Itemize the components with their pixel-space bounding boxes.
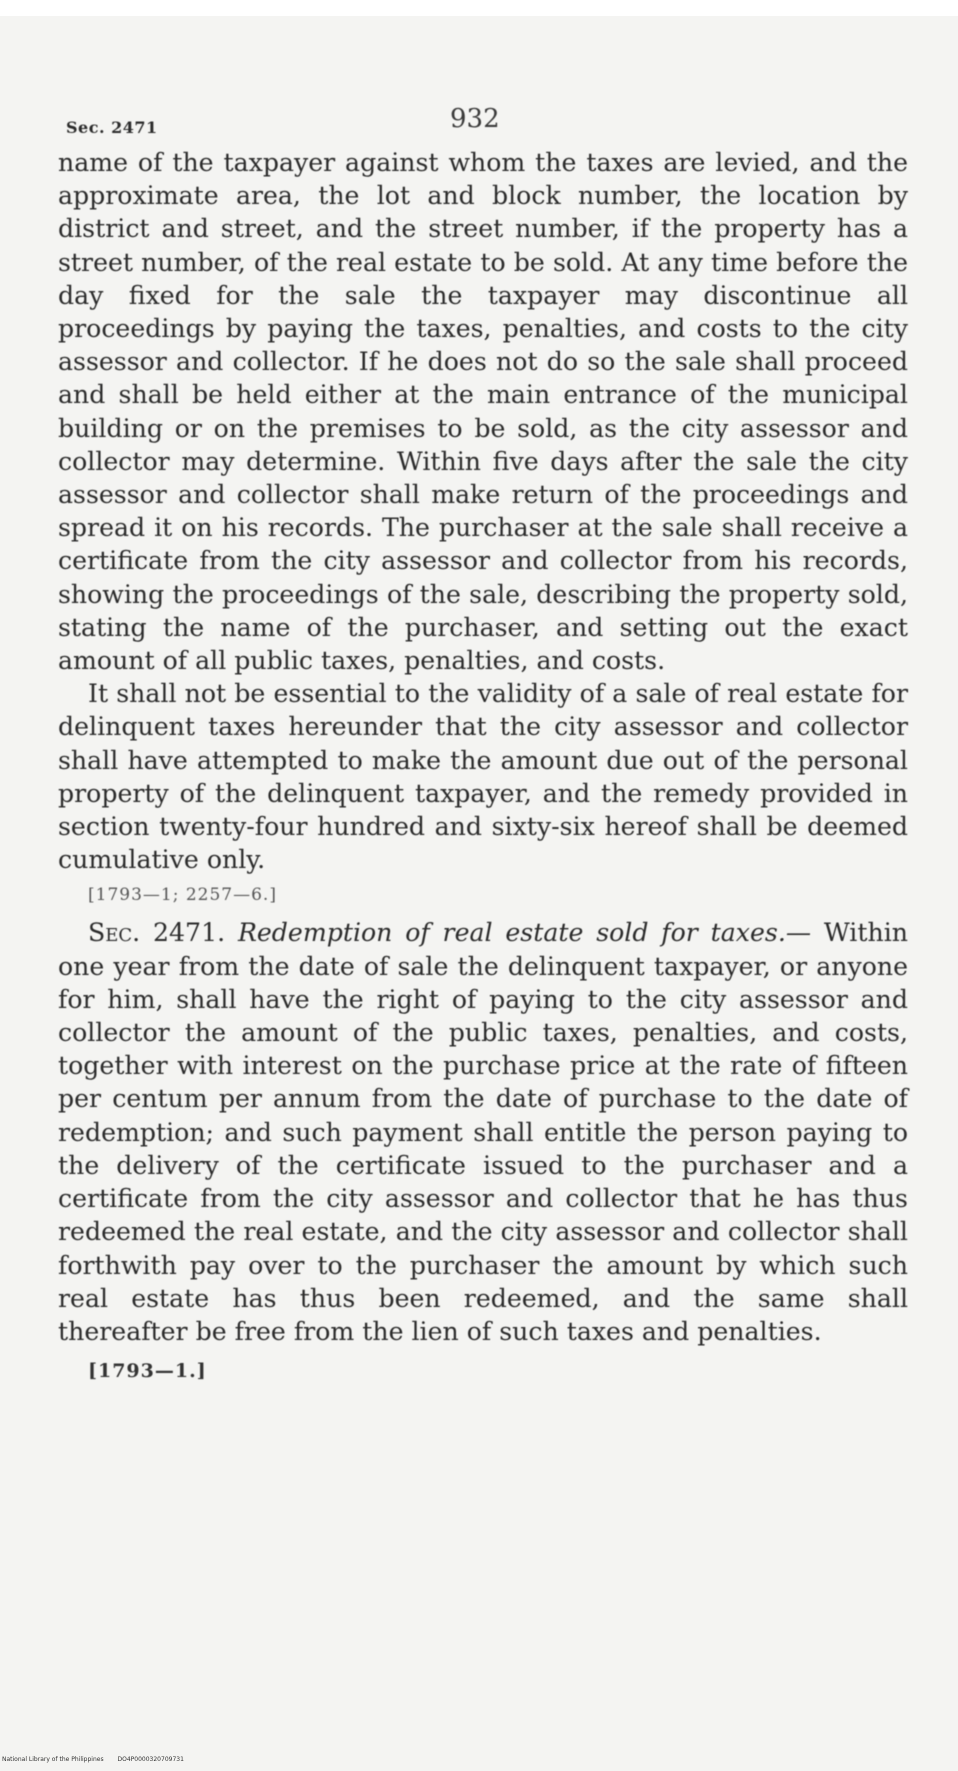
section-catchline: Redemption of real estate sold for taxes.— xyxy=(237,918,812,948)
library-credit: National Library of the Philippines xyxy=(2,1756,104,1763)
paragraph-validity: It shall not be essential to the validity of a sale of real estate for delinquent taxes hereunder that the city assessor and collector shall have attempted to make the amount due out of the personal property of the delinquent taxpayer, and the remedy provided in section twenty-four hundred and sixty-six hereof shall be deemed cumulative only. xyxy=(58,679,908,875)
section-label: Sec. 2471. xyxy=(88,918,226,948)
running-head xyxy=(58,96,908,146)
scan-edge xyxy=(0,0,958,16)
section-text: Within one year from the date of sale the delinquent taxpayer, or anyone for him, shall have the right of paying to the city assessor and collector the amount of the public taxes, penalties, and costs, together with interest on the purchase price at the rate of fifteen per centum per annum from the date of purchase to the date of redemption; and such payment shall entitle the person paying to the delivery of the certificate issued to the purchaser and a certificate from the city assessor and collector that he has thus redeemed the real estate, and the city assessor and collector shall forthwith pay over to the purchaser the amount by which such real estate has thus been redeemed, and the same shall thereafter be free from the lien of such taxes and penalties. xyxy=(58,918,908,1346)
page-number: 932 xyxy=(450,104,500,134)
citation-history: [1793—1; 2257—6.] xyxy=(88,885,277,906)
section-reference: Sec. 2471 xyxy=(66,118,158,137)
citation-history-final: [1793—1.] xyxy=(88,1360,207,1383)
document-page xyxy=(58,96,908,1392)
section-2471 xyxy=(58,916,908,1348)
paragraph-continuation: name of the taxpayer against whom the taxes are levied, and the approximate area, the lot and block number, the location by district and street, and the street number, if the property has a street number, of the real estate to be sold. At any time before the day fixed for the sale the taxpayer may discontinue all proceedings by paying the taxes, penalties, and costs to the city assessor and collector. If he does not do so the sale shall proceed and shall be held either at the main entrance of the municipal building or on the premises to be sold, as the city assessor and collector may determine. Within five days after the sale the city assessor and collector shall make return of the proceedings and spread it on his records. The purchaser at the sale shall receive a certificate from the city assessor and collector from his records, showing the proceedings of the sale, describing the property sold, stating the name of the purchaser, and setting out the exact amount of all public taxes, penalties, and costs. xyxy=(58,148,908,676)
scan-barcode: DO4P0000320709731 xyxy=(117,1756,184,1763)
scan-footer xyxy=(2,1756,184,1763)
